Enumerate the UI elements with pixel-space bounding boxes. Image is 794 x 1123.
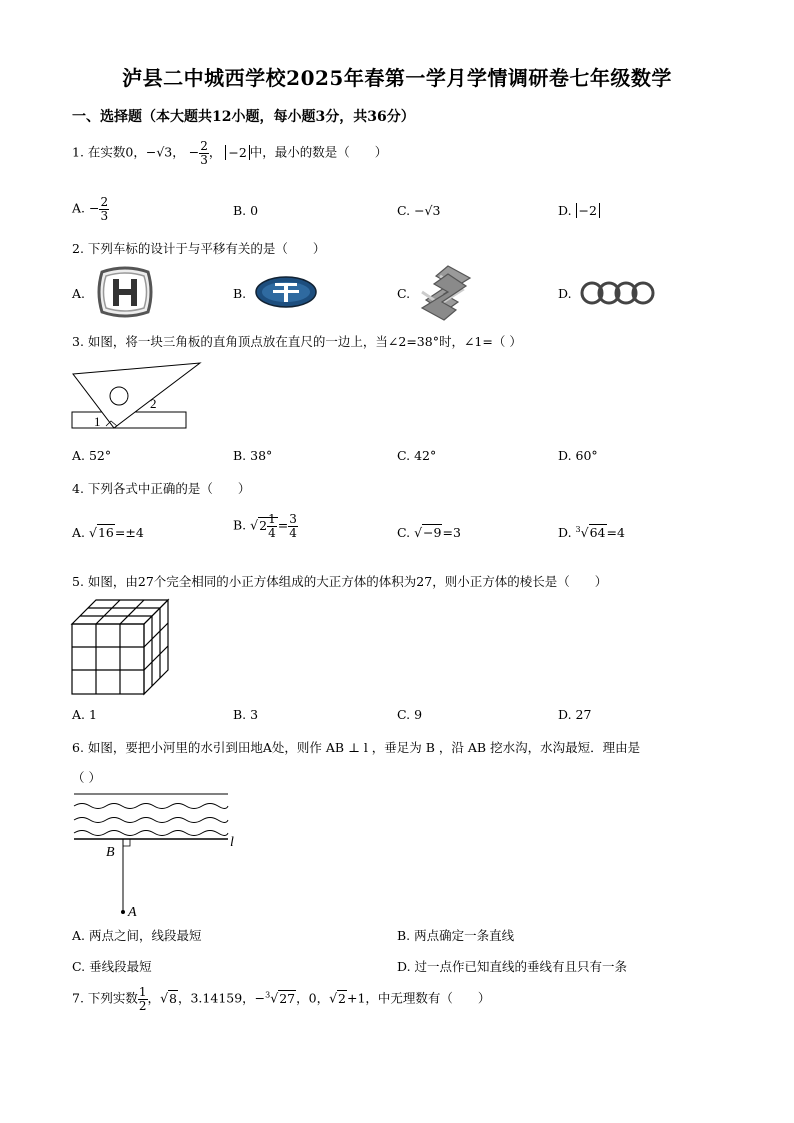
line-l-label: l <box>230 835 234 850</box>
question-5: 5. 如图，由27个完全相同的小正方体组成的大正方体的体积为27，则小正方体的棱长是（ ） <box>72 574 608 589</box>
q5-option-c[interactable]: C. 9 <box>397 707 423 722</box>
q1-option-a[interactable]: A. − $\frac{2}{3}$ <box>72 195 109 223</box>
fraction: $\frac{2}{3}$ <box>200 139 208 167</box>
cube-figure <box>70 598 170 696</box>
q3-option-c[interactable]: C. 42° <box>397 448 437 463</box>
question-7: 7. 下列实数 $\frac{1}{2}$ ，√8，3.14159，−$^3$√27，0，√2+1，中无理数有（ ） <box>72 985 491 1013</box>
question-3: 3. 如图，将一块三角板的直角顶点放在直尺的一边上，当∠2=38°时，∠1=（ ） <box>72 334 522 349</box>
q2-option-a[interactable]: A. <box>72 286 86 301</box>
section-heading: 一、选择题（本大题共12小题，每小题3分，共36分） <box>72 109 415 125</box>
point-b-label: B <box>106 845 115 860</box>
q2-option-c[interactable]: C. <box>397 286 411 301</box>
q6-option-c[interactable]: C. 垂线段最短 <box>72 959 152 974</box>
q2-option-b[interactable]: B. <box>233 286 247 301</box>
q6-option-a[interactable]: A. 两点之间，线段最短 <box>72 928 202 943</box>
suzuki-logo-icon <box>418 264 474 322</box>
q2-option-d[interactable]: D. <box>558 286 572 301</box>
angle-2-label: 2 <box>150 396 157 411</box>
q1-option-c[interactable]: C. −√3 <box>397 203 441 218</box>
q4-option-b[interactable]: B. √2 $\frac{1}{4}$ = $\frac{3}{4}$ <box>233 512 297 540</box>
q3-option-b[interactable]: B. 38° <box>233 448 273 463</box>
page-title: 泸县二中城西学校2025年春第一学月学情调研卷七年级数学 <box>122 66 672 90</box>
question-1: 1. 在实数0，−√3， − $\frac{2}{3}$ ， −2 中，最小的数是（ ） <box>72 139 388 167</box>
question-4: 4. 下列各式中正确的是（ ） <box>72 481 251 496</box>
q4-option-c[interactable]: C. √−9=3 <box>397 525 461 540</box>
question-6: 6. 如图，要把小河里的水引到田地A处，则作 AB ⊥ l ，垂足为 B ，沿 AB 挖水沟，水沟最短．理由是 <box>72 740 641 755</box>
question-6-paren: （ ） <box>72 770 101 785</box>
faw-logo-icon <box>255 276 317 308</box>
audi-rings-icon <box>580 280 656 306</box>
q6-option-b[interactable]: B. 两点确定一条直线 <box>397 928 515 943</box>
q4-option-d[interactable]: D. $^3$√64=4 <box>558 525 625 541</box>
q3-option-d[interactable]: D. 60° <box>558 448 598 463</box>
q5-option-a[interactable]: A. 1 <box>72 707 97 722</box>
q6-option-d[interactable]: D. 过一点作已知直线的垂线有且只有一条 <box>397 959 628 974</box>
q4-option-a[interactable]: A. √16=±4 <box>72 525 144 540</box>
q1-option-d[interactable]: D. −2 <box>558 203 600 218</box>
absolute-value: −2 <box>225 145 249 160</box>
q1-option-b[interactable]: B. 0 <box>233 203 259 218</box>
question-2: 2. 下列车标的设计于与平移有关的是（ ） <box>72 241 326 256</box>
point-a-label: A <box>128 905 137 920</box>
q5-option-b[interactable]: B. 3 <box>233 707 259 722</box>
honda-logo-icon <box>94 266 156 318</box>
q5-option-d[interactable]: D. 27 <box>558 707 592 722</box>
triangle-ruler-figure <box>70 360 200 432</box>
river-figure <box>70 790 240 918</box>
angle-1-label: 1 <box>94 414 101 429</box>
q3-option-a[interactable]: A. 52° <box>72 448 112 463</box>
